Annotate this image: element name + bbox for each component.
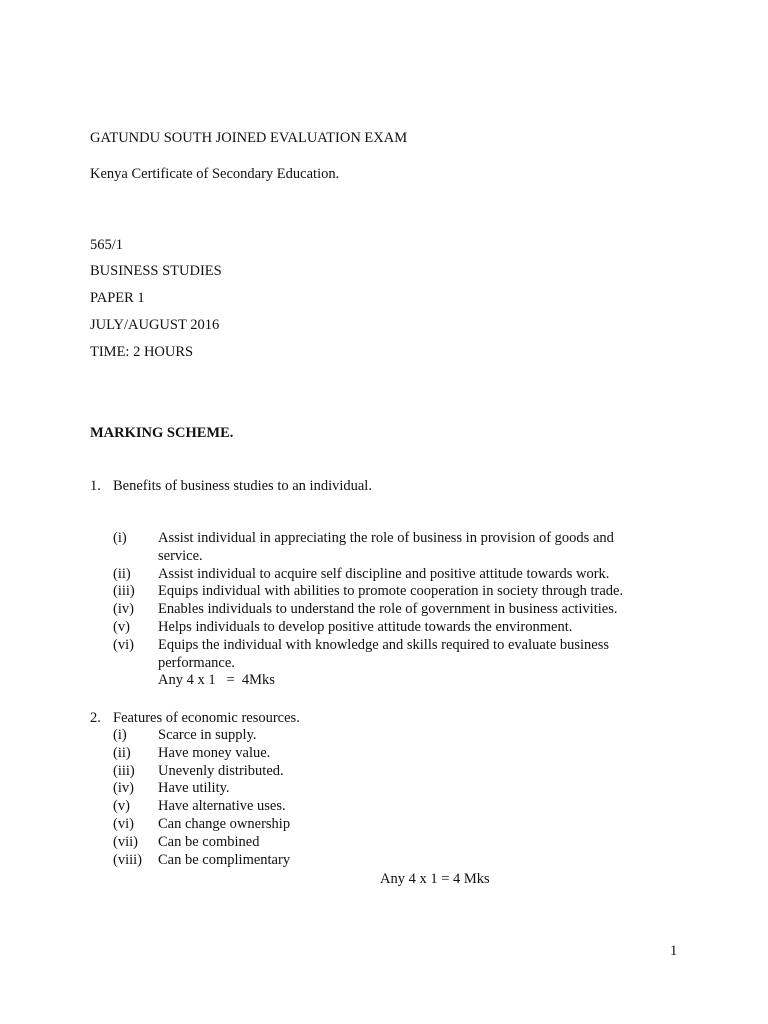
paper-number: PAPER 1 xyxy=(90,290,145,306)
question-2-number: 2. xyxy=(90,710,101,726)
exam-time: TIME: 2 HOURS xyxy=(90,344,194,360)
item-text: Equips the individual with knowledge and skills required to evaluate business performance. xyxy=(158,636,610,671)
question-1-number: 1. xyxy=(90,478,101,494)
list-item xyxy=(113,566,658,584)
list-item xyxy=(113,530,658,566)
item-number: (vi) xyxy=(113,636,134,653)
exam-date: JULY/AUGUST 2016 xyxy=(90,317,220,333)
list-item xyxy=(113,834,658,852)
item-text: Have money value. xyxy=(158,744,271,761)
item-text: Have alternative uses. xyxy=(158,798,286,815)
item-text: Unevenly distributed. xyxy=(158,762,284,779)
certificate-name: Kenya Certificate of Secondary Education. xyxy=(90,166,340,182)
page-number: 1 xyxy=(670,943,678,959)
list-item xyxy=(113,637,658,673)
list-item xyxy=(113,745,658,763)
item-number: (vii) xyxy=(113,833,138,850)
item-number: (iii) xyxy=(113,583,135,600)
list-item xyxy=(113,798,658,816)
question-1-items xyxy=(113,530,658,690)
item-text: Can be complimentary xyxy=(158,851,291,868)
item-number: (iii) xyxy=(113,762,135,779)
list-item xyxy=(113,601,658,619)
item-text: Assist individual to acquire self discipline and positive attitude towards work. xyxy=(158,565,610,582)
item-number: (iv) xyxy=(113,780,134,797)
item-number: (viii) xyxy=(113,851,142,868)
question-2-items xyxy=(113,727,658,869)
item-number: (ii) xyxy=(113,565,131,582)
list-item xyxy=(113,816,658,834)
item-text: Have utility. xyxy=(158,780,230,797)
list-item xyxy=(113,583,658,601)
list-item xyxy=(113,780,658,798)
list-item xyxy=(113,763,658,781)
list-item xyxy=(113,852,658,870)
list-item xyxy=(113,619,658,637)
question-2-title: Features of economic resources. xyxy=(113,710,300,726)
item-text: Enables individuals to understand the role of government in business activities. xyxy=(158,601,618,618)
question-1-title: Benefits of business studies to an individual. xyxy=(113,478,372,494)
item-number: (v) xyxy=(113,618,130,635)
question-1-marks: Any 4 x 1 = 4Mks xyxy=(158,672,275,689)
item-text: Helps individuals to develop positive attitude towards the environment. xyxy=(158,618,573,635)
item-text: Equips individual with abilities to promote cooperation in society through trade. xyxy=(158,583,624,600)
item-text: Can change ownership xyxy=(158,815,291,832)
exam-title: GATUNDU SOUTH JOINED EVALUATION EXAM xyxy=(90,130,408,146)
item-number: (ii) xyxy=(113,744,131,761)
item-number: (i) xyxy=(113,727,127,743)
paper-code: 565/1 xyxy=(90,237,124,253)
item-number: (iv) xyxy=(113,601,134,618)
item-text: Scarce in supply. xyxy=(158,727,257,743)
item-number: (vi) xyxy=(113,815,134,832)
item-number: (v) xyxy=(113,798,130,815)
item-text: Assist individual in appreciating the role of business in provision of goods and service. xyxy=(158,530,614,564)
marking-scheme-title: MARKING SCHEME. xyxy=(90,425,234,441)
item-text: Can be combined xyxy=(158,833,260,850)
item-number: (i) xyxy=(113,530,127,546)
list-item xyxy=(113,727,658,745)
question-2-marks: Any 4 x 1 = 4 Mks xyxy=(380,871,490,887)
subject-name: BUSINESS STUDIES xyxy=(90,263,222,279)
